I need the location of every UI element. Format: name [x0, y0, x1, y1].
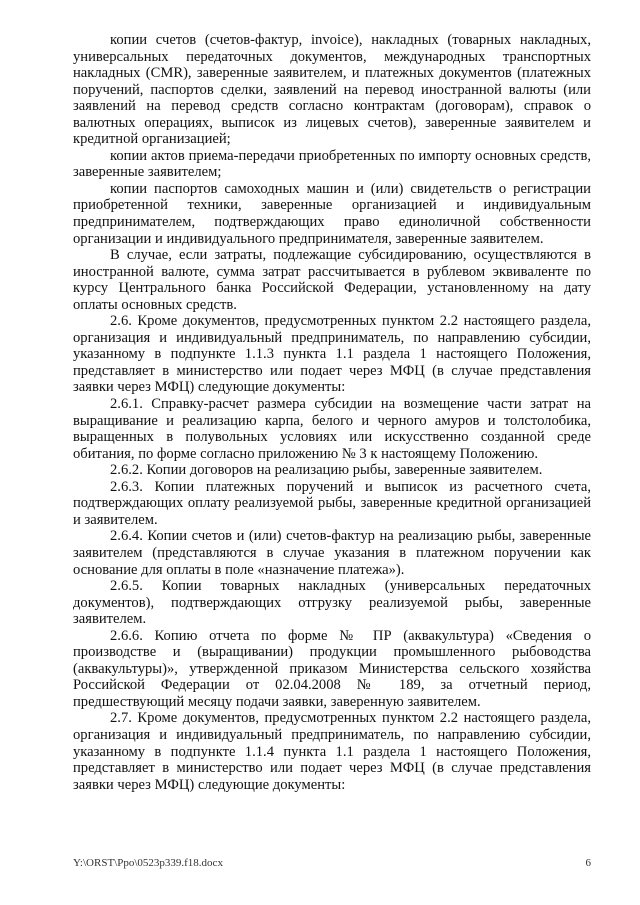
paragraph-2-6-4: 2.6.4. Копии счетов и (или) счетов-фактур на реализацию рыбы, заверенные заявителем (представляются в случае указания в платежном поручении как основание для оплаты в поле «назначение платежа»). — [73, 528, 591, 578]
paragraph-2-6-3: 2.6.3. Копии платежных поручений и выписок из расчетного счета, подтверждающих оплату реализуемой рыбы, заверенные кредитной организацией и заявителем. — [73, 478, 591, 528]
paragraph-2-6-2: 2.6.2. Копии договоров на реализацию рыбы, заверенные заявителем. — [110, 462, 543, 479]
paragraph-2-6-1: 2.6.1. Справку-расчет размера субсидии на возмещение части затрат на выращивание и реализацию карпа, белого и черного амуров и толстолобика, выращенных в полувольных условиях или искусственно созданной среде обитания, по форме согласно приложению № 3 к настоящему Положению. — [73, 396, 591, 462]
paragraph-foreign-currency: В случае, если затраты, подлежащие субсидированию, осуществляются в иностранной валюте, сумма затрат рассчитывается в рублевом эквиваленте по курсу Центрального банка Российской Федерации, установленному на дату оплаты основных средств. — [73, 247, 591, 313]
paragraph-invoice-copies: копии счетов (счетов-фактур, invoice), накладных (товарных накладных, универсальных передаточных документов, международных транспортных накладных (CMR), заверенные заявителем, и платежных документов (платежных поручений, паспортов сделки, заявлений на перевод иностранной валюты (или заявлений на перевод средств согласно контрактам (договорам), справок о валютных операциях, выписок из лицевых счетов), заверенные заявителем и кредитной организацией; — [73, 32, 591, 148]
paragraph-2-7: 2.7. Кроме документов, предусмотренных пунктом 2.2 настоящего раздела, организация и индивидуальный предприниматель, по направлению субсидии, указанному в подпункте 1.1.4 пункта 1.1 раздела 1 настоящего Положения, представляет в министерство или подает через МФЦ (в случае представления заявки через МФЦ) следующие документы: — [73, 710, 591, 793]
footer-file-path: Y:\ORST\Ppo\0523p339.f18.docx — [73, 857, 223, 869]
document-body — [73, 32, 591, 793]
footer-page-number: 6 — [585, 857, 591, 869]
paragraph-2-6: 2.6. Кроме документов, предусмотренных пунктом 2.2 настоящего раздела, организация и индивидуальный предприниматель, по направлению субсидии, указанному в подпункте 1.1.3 пункта 1.1 раздела 1 настоящего Положения, представляет в министерство или подает через МФЦ (в случае представления заявки через МФЦ) следующие документы: — [73, 313, 591, 396]
paragraph-vehicle-passports: копии паспортов самоходных машин и (или) свидетельств о регистрации приобретенной техники, заверенные организацией и индивидуальным предпринимателем, подтверждающих право единоличной собственности организации и индивидуального предпринимателя, заверенные заявителем. — [73, 180, 591, 247]
paragraph-acceptance-acts: копии актов приема-передачи приобретенных по импорту основных средств, заверенные заявителем; — [73, 147, 591, 181]
paragraph-2-6-6: 2.6.6. Копию отчета по форме № ПР (аквакультура) «Сведения о производстве и (выращивании) продукции промышленного рыбоводства (аквакультуры)», утвержденной приказом Министерства сельского хозяйства Российской Федерации от 02.04.2008 № 189, за отчетный период, предшествующий месяцу подачи заявки, заверенную заявителем. — [73, 627, 591, 710]
paragraph-2-6-5: 2.6.5. Копии товарных накладных (универсальных передаточных документов), подтверждающих отгрузку реализуемой рыбы, заверенные заявителем. — [73, 578, 591, 628]
